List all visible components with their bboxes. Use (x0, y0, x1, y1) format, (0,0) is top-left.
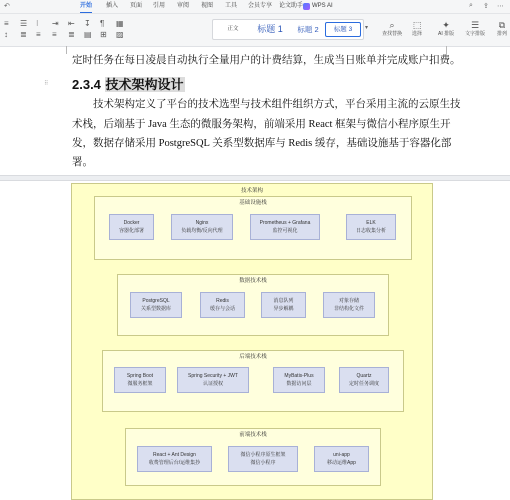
tab-insert[interactable]: 插入 (106, 3, 119, 9)
layer-title: 数据技术栈 (239, 278, 267, 284)
align-center-icon[interactable]: ≡ (36, 30, 41, 39)
node-mybatis-plus: MyBatis-Plus 数据访问层 (273, 367, 325, 393)
node-redis: Redis 缓存与会话 (200, 292, 245, 318)
layer-data (117, 274, 389, 336)
tab-paper-assistant[interactable]: 论文助手 (279, 3, 304, 9)
justify-icon[interactable]: ≣ (68, 30, 75, 39)
menu-bar (0, 0, 510, 14)
wps-ai-icon (303, 3, 310, 10)
tab-page[interactable]: 页面 (130, 3, 143, 9)
style-heading-1[interactable]: 标题 1 (257, 24, 283, 34)
node-elk: ELK 日志收集分析 (346, 214, 396, 240)
diagram-title: 技术架构 (240, 188, 263, 194)
tab-membership[interactable]: 会员专享 (248, 3, 273, 9)
share-icon[interactable]: ⇪ (483, 3, 489, 10)
ribbon-toolbar (0, 14, 510, 47)
node-nginx: Nginx 负载均衡/反向代理 (171, 214, 233, 240)
style-gallery-expand-icon[interactable]: ▾ (365, 25, 369, 31)
tab-wps-ai[interactable]: WPS AI (312, 3, 333, 9)
more-icon[interactable]: ⋯ (497, 3, 504, 10)
doc-text-line: 发，数据存储采用 PostgreSQL 关系型数据库与 Redis 缓存，基础设施基于容器化部 (72, 138, 452, 149)
node-postgresql: PostgreSQL 关系型数据库 (130, 292, 182, 318)
text-layout-button[interactable]: ☰ 文字排版 (465, 20, 486, 37)
page-break (0, 175, 510, 181)
architecture-diagram[interactable] (71, 183, 433, 500)
node-message-queue: 消息队列 异步解耦 (261, 292, 306, 318)
ai-layout-button[interactable]: ✦ AI 排版 (438, 20, 455, 37)
indent-icon[interactable]: ⇥ (52, 19, 59, 28)
sort-icon[interactable]: ↧ (84, 19, 91, 28)
numbered-list-icon[interactable]: ⁝ (36, 19, 39, 28)
tab-references[interactable]: 引用 (153, 3, 166, 9)
select-button[interactable]: ⬚ 选择 (412, 20, 423, 37)
list-icon[interactable]: ☰ (20, 19, 28, 28)
align-right-icon[interactable]: ≡ (52, 30, 57, 39)
style-gallery (212, 19, 364, 40)
layer-backend (102, 350, 404, 412)
node-docker: Docker 容器化部署 (109, 214, 154, 240)
undo-icon[interactable]: ↶ (4, 3, 10, 10)
arrange-icon: ⧉ (498, 20, 506, 30)
table-icon[interactable]: ⊞ (100, 30, 107, 39)
heading-text: 技术架构设计 (105, 77, 184, 92)
layer-title: 前端技术栈 (239, 432, 267, 438)
find-replace-button[interactable]: ⌕ 查找替换 (382, 20, 403, 37)
node-prometheus-grafana: Prometheus + Grafana 监控可视化 (250, 214, 320, 240)
arrange-button[interactable]: ⧉ 排列 (497, 20, 508, 37)
node-spring-security-jwt: Spring Security + JWT 认证授权 (177, 367, 249, 393)
tab-review[interactable]: 审阅 (177, 3, 190, 9)
doc-text-line: 署。 (72, 157, 93, 168)
node-react-antd: React + Ant Design 收费管理后台/运维集抄 (137, 446, 212, 472)
layer-title: 基础设施栈 (239, 200, 267, 206)
style-heading-3[interactable]: 标题 3 (325, 22, 361, 37)
node-object-storage: 对象存储 非结构化文件 (323, 292, 375, 318)
paragraph-handle-icon[interactable]: ⠿ (44, 81, 49, 87)
style-normal[interactable]: 正文 (227, 26, 239, 32)
tab-tools[interactable]: 工具 (225, 3, 238, 9)
tab-home[interactable]: 开始 (80, 3, 93, 9)
heading-number: 2.3.4 (72, 77, 101, 92)
layer-infrastructure (94, 196, 412, 260)
border-icon[interactable]: ▦ (116, 19, 124, 28)
find-icon: ⌕ (389, 20, 395, 30)
text-layout-icon: ☰ (470, 20, 480, 30)
layer-title: 后端技术栈 (239, 354, 267, 360)
doc-text-line: 定时任务在每日凌晨自动执行全量用户的计费结算，生成当日账单并完成账户扣费。 (72, 55, 461, 66)
shading-icon[interactable]: ▨ (116, 30, 124, 39)
ai-layout-icon: ✦ (442, 20, 450, 30)
doc-text-line: 术栈，后端基于 Java 生态的微服务架构，前端采用 React 框架与微信小程序原生开 (72, 119, 451, 130)
tab-view[interactable]: 视图 (201, 3, 214, 9)
paragraph-align-icon[interactable]: ≡ (4, 19, 9, 28)
node-wechat-miniprogram: 微信小程序原生框架 微信小程序 (228, 446, 298, 472)
distribute-icon[interactable]: ▤ (84, 30, 92, 39)
margin-marker (58, 46, 67, 54)
node-quartz: Quartz 定时任务调度 (339, 367, 389, 393)
outdent-icon[interactable]: ⇤ (68, 19, 75, 28)
style-heading-2[interactable]: 标题 2 (297, 25, 319, 34)
search-icon[interactable]: ⌕ (469, 2, 473, 9)
layer-frontend (125, 428, 381, 486)
show-marks-icon[interactable]: ¶ (100, 19, 105, 28)
node-spring-boot: Spring Boot 微服务框架 (114, 367, 166, 393)
align-left-icon[interactable]: ≣ (20, 30, 27, 39)
node-uni-app: uni-app 移动运维App (314, 446, 369, 472)
doc-text-line: 技术架构定义了平台的技术选型与技术组件组织方式，平台采用主流的云原生技 (93, 99, 461, 110)
select-icon: ⬚ (412, 20, 422, 30)
section-heading (72, 74, 185, 93)
line-spacing-icon[interactable]: ↕ (4, 30, 8, 39)
